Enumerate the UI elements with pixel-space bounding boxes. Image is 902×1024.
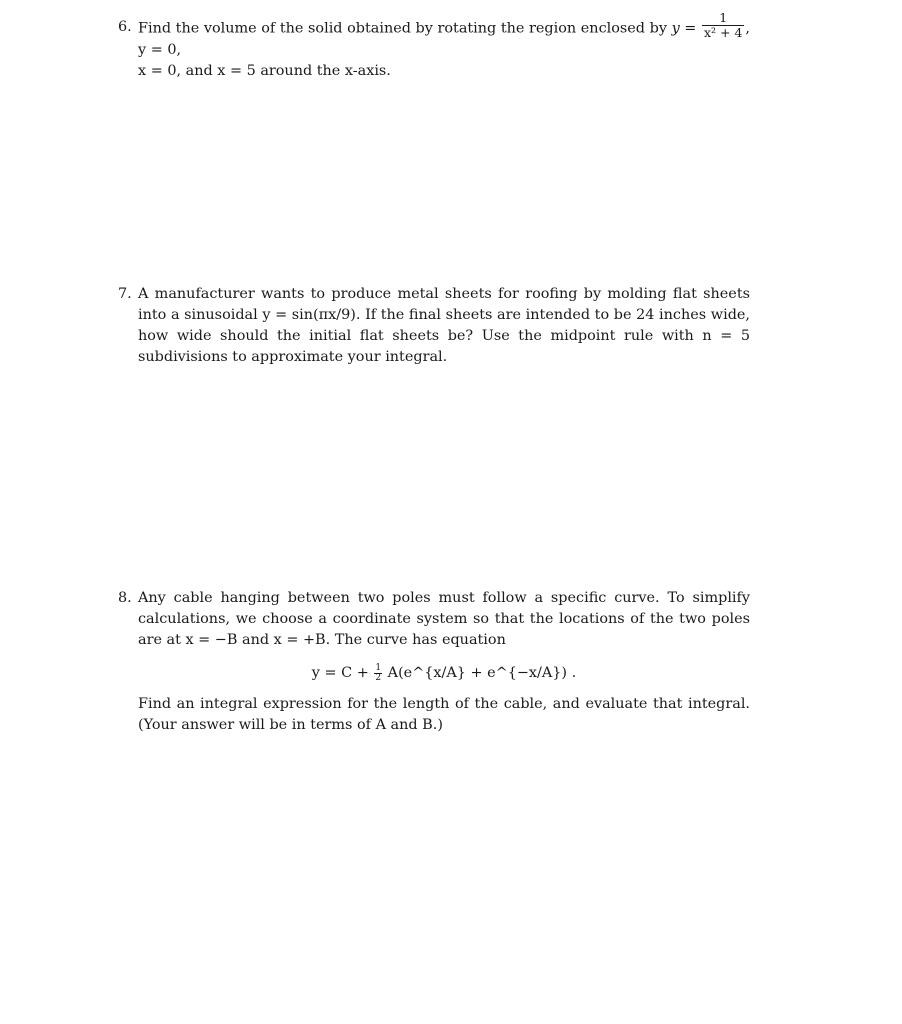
problem-8-text-a: Any cable hanging between two poles must follow a specific curve. To simplify calculations, we choose a coordinate system so that the locations of the two poles are at x = −B and x = +B. The curve has equation bbox=[138, 590, 750, 648]
problem-6 bbox=[118, 10, 750, 82]
problem-6-text-c: x = 0, and x = 5 around the x-axis. bbox=[138, 63, 391, 79]
problem-8-text-b: Find an integral expression for the length of the cable, and evaluate that integral. (Your answer will be in terms of A and B.) bbox=[138, 696, 750, 733]
fraction bbox=[702, 11, 744, 40]
problem-number: 8. bbox=[118, 590, 132, 606]
half-fraction bbox=[374, 664, 382, 683]
problem-number: 7. bbox=[118, 286, 132, 302]
fraction-numerator: 1 bbox=[702, 11, 744, 26]
equation-right: A(e^{x/A} + e^{−x/A}) . bbox=[387, 665, 577, 681]
half-numerator: 1 bbox=[375, 662, 382, 673]
problem-text bbox=[138, 588, 750, 736]
half-denominator: 2 bbox=[375, 672, 382, 683]
problem-8 bbox=[118, 588, 750, 736]
problem-6-text-a: Find the volume of the solid obtained by rotating the region enclosed by bbox=[138, 20, 667, 37]
problem-text: A manufacturer wants to produce metal sheets for roofing by molding flat sheets into a sinusoidal y = sin(πx/9). If the final sheets are intended to be 24 inches wide, how wide should the initial flat sheets be? Use the midpoint rule with n = 5 subdivisions to approximate your integral. bbox=[138, 286, 750, 365]
problem-number: 6. bbox=[118, 19, 132, 35]
fraction-denominator: x² + 4 bbox=[703, 25, 743, 40]
problem-6-text-b: y = 0, bbox=[138, 42, 182, 58]
equation bbox=[138, 663, 750, 684]
equation-left: y = C + bbox=[311, 665, 369, 681]
problem-7 bbox=[118, 284, 750, 368]
problem-text: Find the volume of the solid obtained by rotating the region enclosed by y = $\frac{1}{\text{x² + 4}}$ , y = 0, x = 0, and x = 5 around the x-axis. bbox=[138, 10, 750, 79]
